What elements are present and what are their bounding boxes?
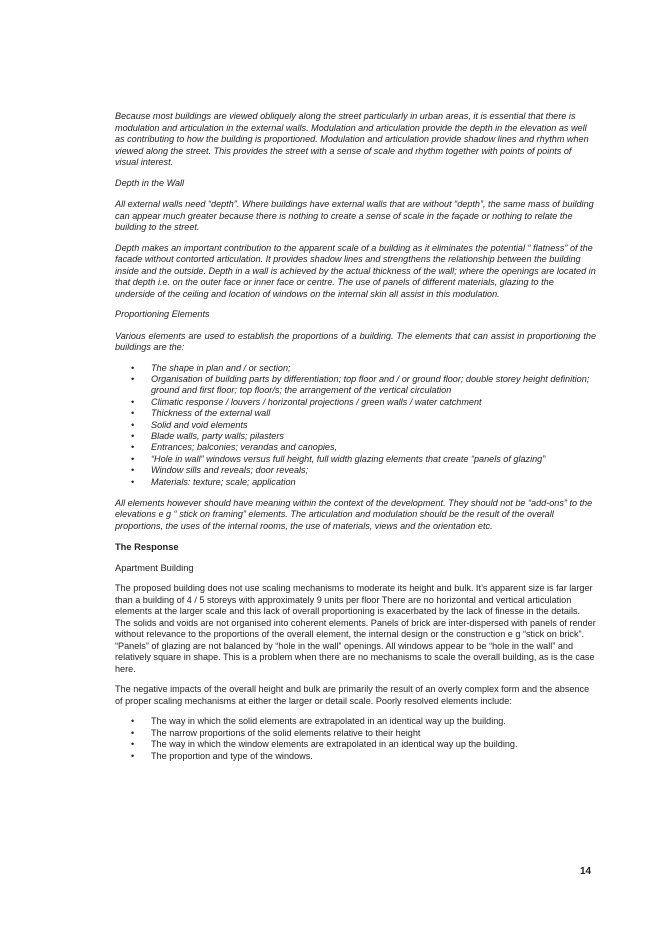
proportioning-paragraph: Various elements are used to establish the proportions of a building. The elements that can assist in proportioning the buildings are the: bbox=[115, 330, 596, 352]
list-item: • The way in which the solid elements are extrapolated in an identical way up the building. bbox=[115, 716, 596, 727]
heading-proportioning-elements: Proportioning Elements bbox=[115, 309, 210, 319]
proportioning-elements-list bbox=[115, 363, 596, 488]
depth-paragraph-2: Depth makes an important contribution to the apparent scale of a building as it eliminates the potential “ flatness” of the facade without contorted articulation. It provides shadow lines and strengthens the relationship between the building inside and the outside. Depth in a wall is achieved by the actual thickness of the wall; where the openings are located in that depth i.e. on the outer face or inner face or centre. The use of panels of different materials, glazing to the underside of the ceiling and location of windows on the internal skin all assist in this modulation. bbox=[115, 242, 596, 299]
list-item: • The proportion and type of the windows. bbox=[115, 751, 596, 762]
list-item: • Organisation of building parts by differentiation; top floor and / or ground floor; double storey height definition; ground and first floor; top floor/s; the arrangement of the vertical circulation bbox=[115, 374, 596, 397]
heading-depth-in-the-wall: Depth in the Wall bbox=[115, 177, 185, 188]
list-item: • Materials: texture; scale; application bbox=[115, 477, 596, 488]
list-item: • The way in which the window elements are extrapolated in an identical way up the building. bbox=[115, 739, 596, 750]
meaning-paragraph: All elements however should have meaning within the context of the development. They should not be “add-ons” to the elevations e g “ stick on framing” elements. The articulation and modulation should be the result of the overall proportions, the uses of the internal rooms, the use of materials, views and the orientation etc. bbox=[115, 497, 593, 531]
list-item: • “Hole in wall” windows versus full height, full width glazing elements that create “panels of glazing” bbox=[115, 454, 596, 465]
subheading-apartment-building: Apartment Building bbox=[115, 563, 194, 574]
poorly-resolved-elements-list bbox=[115, 716, 596, 762]
list-item: • Solid and void elements bbox=[115, 420, 596, 431]
page-number: 14 bbox=[580, 866, 592, 877]
heading-the-response: The Response bbox=[115, 542, 179, 553]
list-item: • The shape in plan and / or section; bbox=[115, 363, 596, 374]
list-item: • The narrow proportions of the solid elements relative to their height bbox=[115, 728, 596, 739]
list-item: • Window sills and reveals; door reveals; bbox=[115, 465, 596, 476]
depth-paragraph-1: All external walls need “depth”. Where buildings have external walls that are without “depth”, the same mass of building can appear much greater because there is nothing to create a sense of scale in the façade or nothing to relate the building to the street. bbox=[115, 199, 594, 232]
response-paragraph-1: The proposed building does not use scaling mechanisms to moderate its height and bulk. It’s apparent size is far larger than a building of 4 / 5 storeys with approximately 9 units per floor There are no horizontal and vertical articulation elements at the larger scale and this lack of overall proportioning is exacerbated by the lack of finesse in the details. The solids and voids are not organised into coherent elements. Panels of brick are inter-dispersed with panels of render without relevance to the proportions of the overall element, the internal design or the construction e g “stick on brick”. “Panels” of glazing are not balanced by “hole in the wall” openings. All windows appear to be “hole in the wall” and relatively square in shape. This is a problem when there are no mechanisms to scale the overall building, as is the case here. bbox=[115, 583, 596, 674]
list-item: • Thickness of the external wall bbox=[115, 408, 596, 419]
intro-paragraph: Because most buildings are viewed obliquely along the street particularly in urban areas, it is essential that there is modulation and articulation in the external walls. Modulation and articulation provide the depth in the elevation as well as contributing to how the building is proportioned. Modulation and articulation provide shadow lines and rhythm when viewed along the street. This provides the street with a sense of scale and rhythm together with points of points of visual interest. bbox=[115, 111, 589, 167]
document-page bbox=[115, 111, 596, 772]
list-item: • Entrances; balconies; verandas and canopies, bbox=[115, 442, 596, 453]
list-item: • Climatic response / louvers / horizontal projections / green walls / water catchment bbox=[115, 397, 596, 408]
list-item: • Blade walls, party walls; pilasters bbox=[115, 431, 596, 442]
response-paragraph-2: The negative impacts of the overall height and bulk are primarily the result of an overly complex form and the absence of proper scaling mechanisms at either the larger or detail scale. Poorly resolved elements include: bbox=[115, 684, 590, 706]
